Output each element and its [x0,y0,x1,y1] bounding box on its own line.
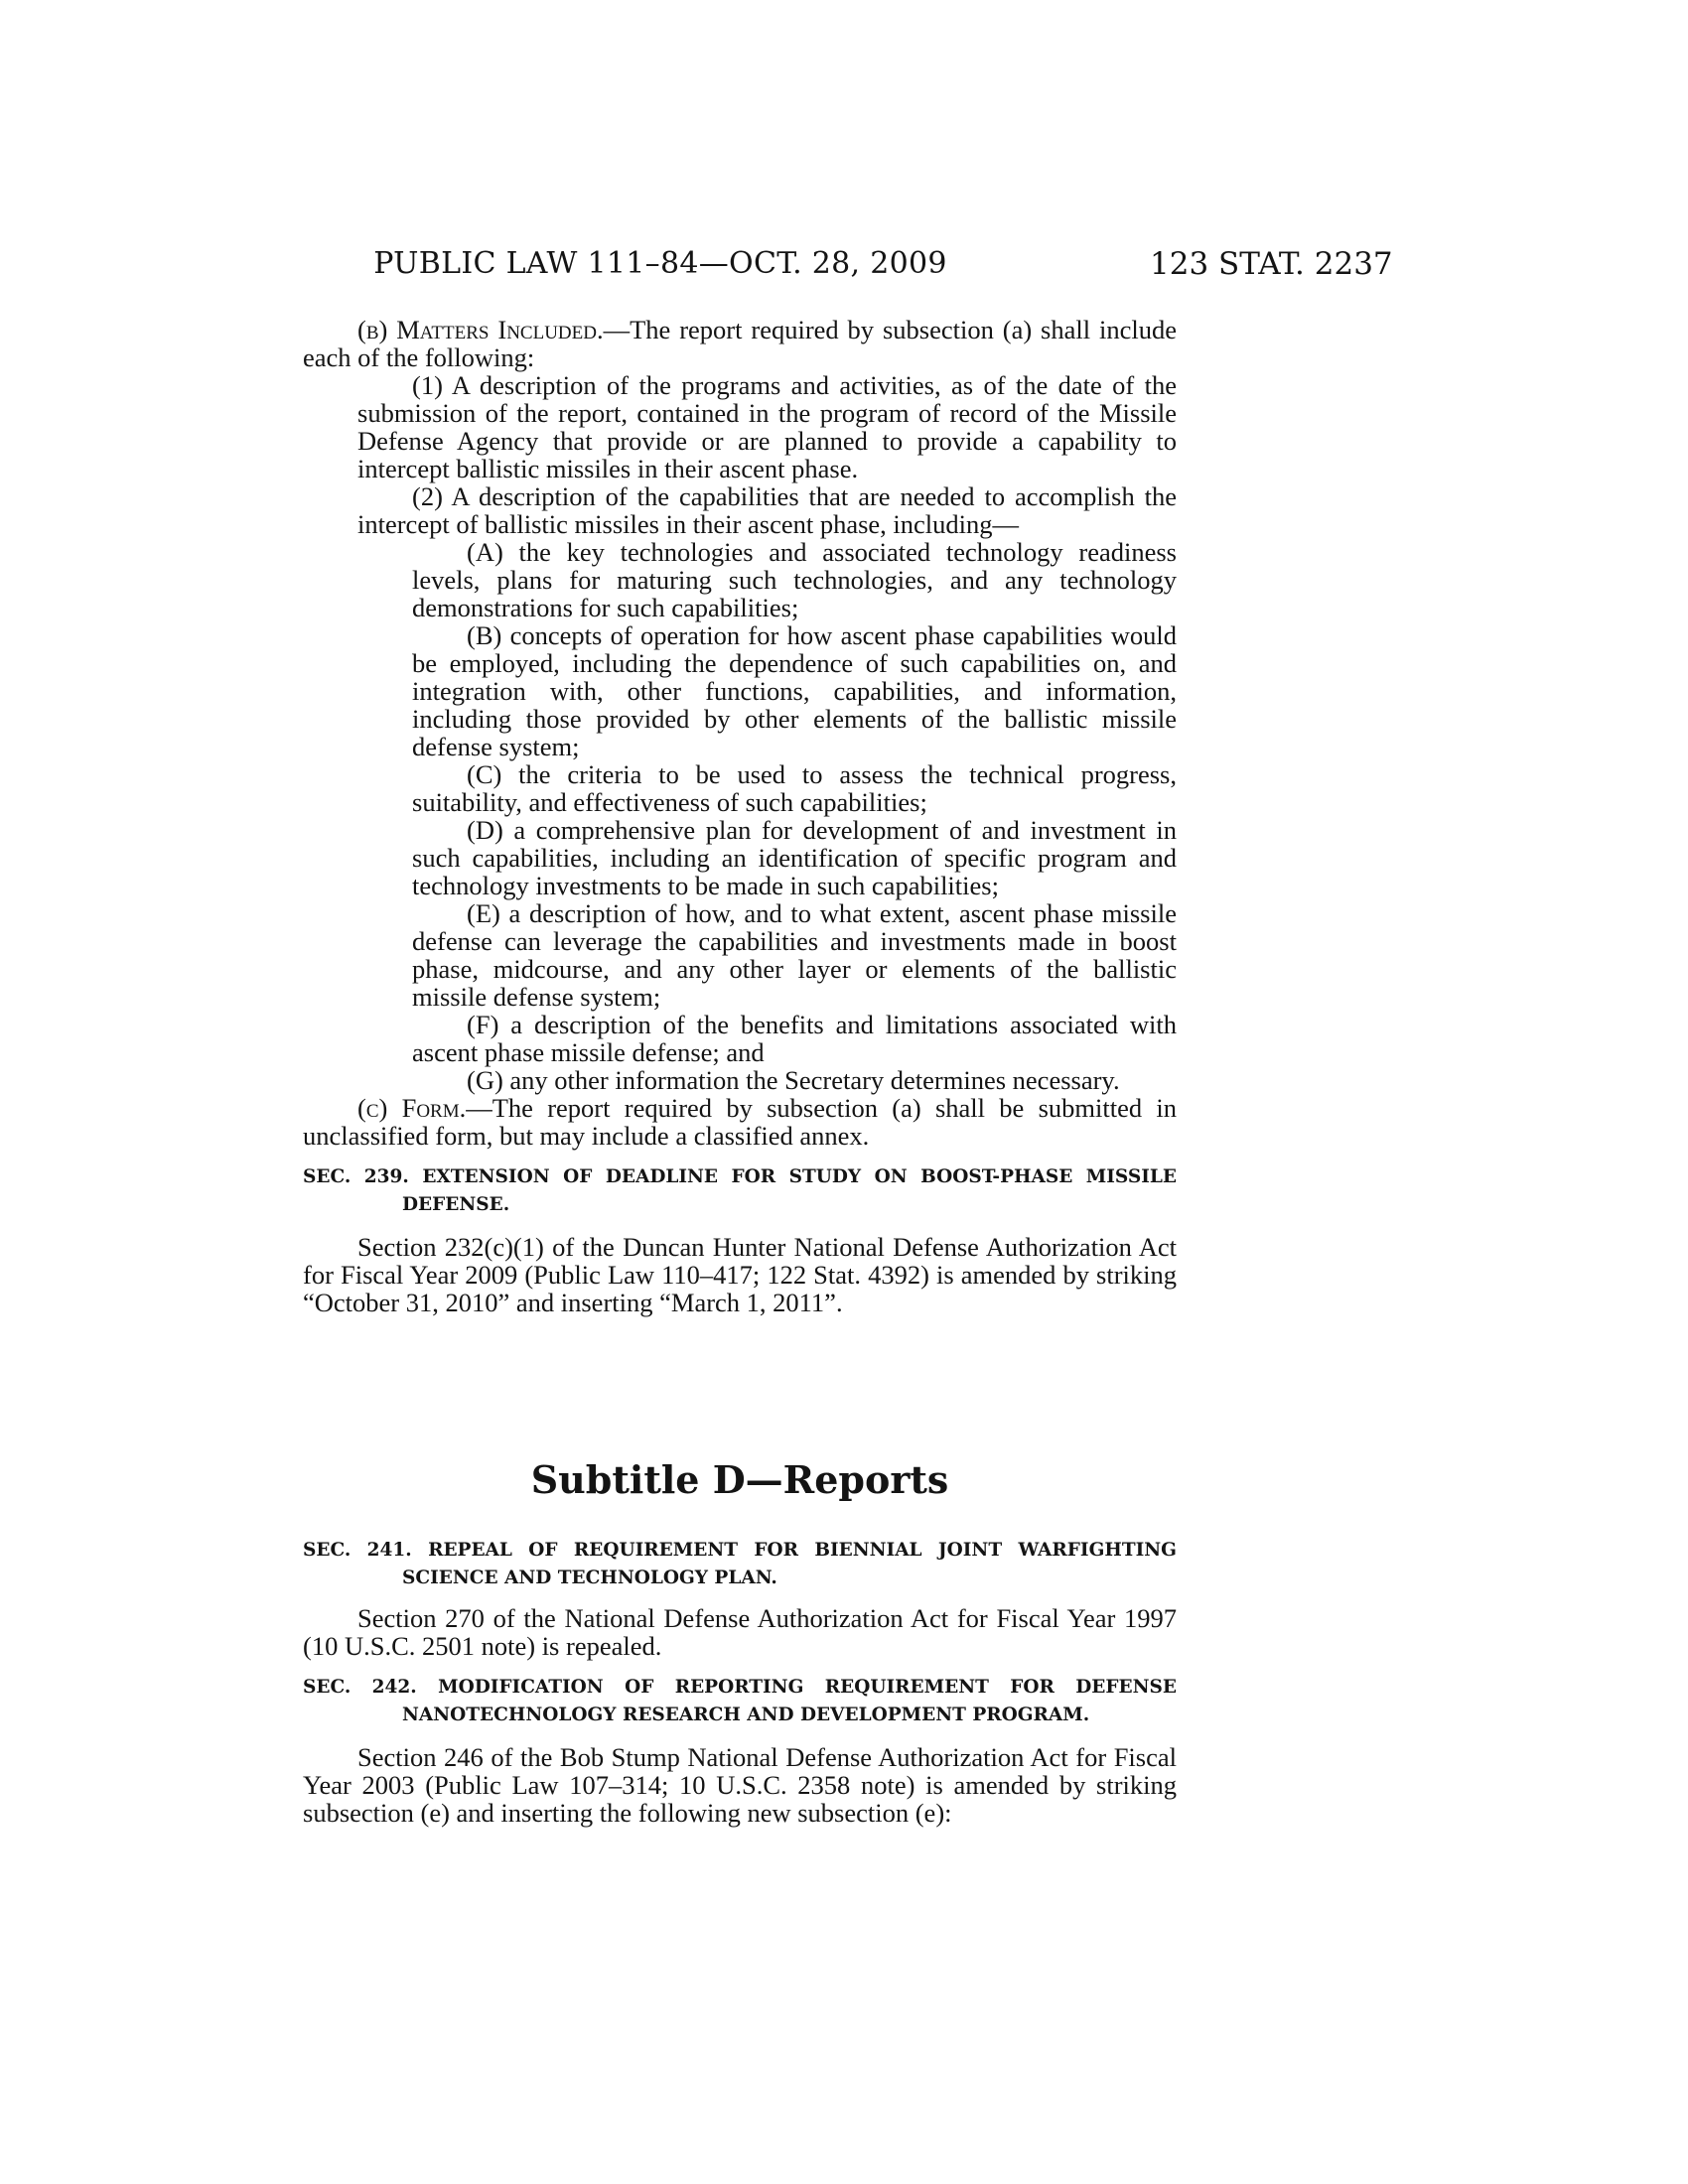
item-b: (B) concepts of operation for how ascent phase capabilities would be employed, including the dependence of such capabilities on, and integration with, other functions, capabilities, and information, including those provided by other elements of the ballistic missile defense system; [412,620,1177,761]
item-e: (E) a description of how, and to what extent, ascent phase missile defense can leverage the capabilities and investments made in boost phase, midcourse, and any other layer or elements of the ballistic missile defense system; [412,898,1177,1012]
item-f: (F) a description of the benefits and limitations associated with ascent phase missile defense; and [412,1010,1177,1067]
subsection-b-label: (b) Matters Included. [357,315,604,344]
sec-239-body: Section 232(c)(1) of the Duncan Hunter National Defense Authorization Act for Fiscal Year 2009 (Public Law 110–417; 122 Stat. 4392) is amended by striking “October 31, 2010” and inserting “March 1, 2011”. [303,1232,1177,1317]
subsection-c-text: —The report required by subsection (a) shall be submitted in unclassified form, but may include a classified annex. [303,1093,1177,1151]
running-header: PUBLIC LAW 111–84—OCT. 28, 2009 [373,246,947,281]
subsection-b-text: —The report required by subsection (a) shall include each of the following: [303,315,1178,372]
sec-241-body: Section 270 of the National Defense Authorization Act for Fiscal Year 1997 (10 U.S.C. 2501 note) is repealed. [303,1603,1177,1661]
item-c: (C) the criteria to be used to assess the technical progress, suitability, and effectiveness of such capabilities; [412,759,1177,817]
body-column-top [303,316,1177,1316]
subtitle-heading: Subtitle D—Reports [530,1457,949,1502]
item-g: (G) any other information the Secretary determines necessary. [467,1065,1120,1095]
sec-241-heading: SEC. 241. REPEAL OF REQUIREMENT FOR BIENNIAL JOINT WARFIGHTING SCIENCE AND TECHNOLOGY PLAN. [303,1540,1177,1588]
subsection-c [303,1094,1177,1150]
paragraph-2: (2) A description of the capabilities that are needed to accomplish the intercept of ballistic missiles in their ascent phase, including— [357,481,1177,539]
subsection-b [303,316,1177,371]
subsection-c-label: (c) Form. [357,1093,467,1123]
statute-page-number: 123 STAT. 2237 [1150,246,1393,282]
paragraph-1: (1) A description of the programs and activities, as of the date of the submission of the report, contained in the program of record of the Missile Defense Agency that provide or are planned to provide a capability to intercept ballistic missiles in their ascent phase. [357,370,1177,483]
sec-239-heading: SEC. 239. EXTENSION OF DEADLINE FOR STUDY ON BOOST-PHASE MISSILE DEFENSE. [303,1166,1177,1215]
item-d: (D) a comprehensive plan for development of and investment in such capabilities, including an identification of specific program and technology investments to be made in such capabilities; [412,815,1177,900]
sec-242-heading: SEC. 242. MODIFICATION OF REPORTING REQUIREMENT FOR DEFENSE NANOTECHNOLOGY RESEARCH AND DEVELOPMENT PROGRAM. [303,1677,1177,1725]
sec-242-body: Section 246 of the Bob Stump National Defense Authorization Act for Fiscal Year 2003 (Public Law 107–314; 10 U.S.C. 2358 note) is amended by striking subsection (e) and inserting the following new subsection (e): [303,1742,1177,1828]
item-a: (A) the key technologies and associated technology readiness levels, plans for maturing such technologies, and any technology demonstrations for such capabilities; [412,537,1177,622]
body-column-bottom [303,1537,1177,1827]
